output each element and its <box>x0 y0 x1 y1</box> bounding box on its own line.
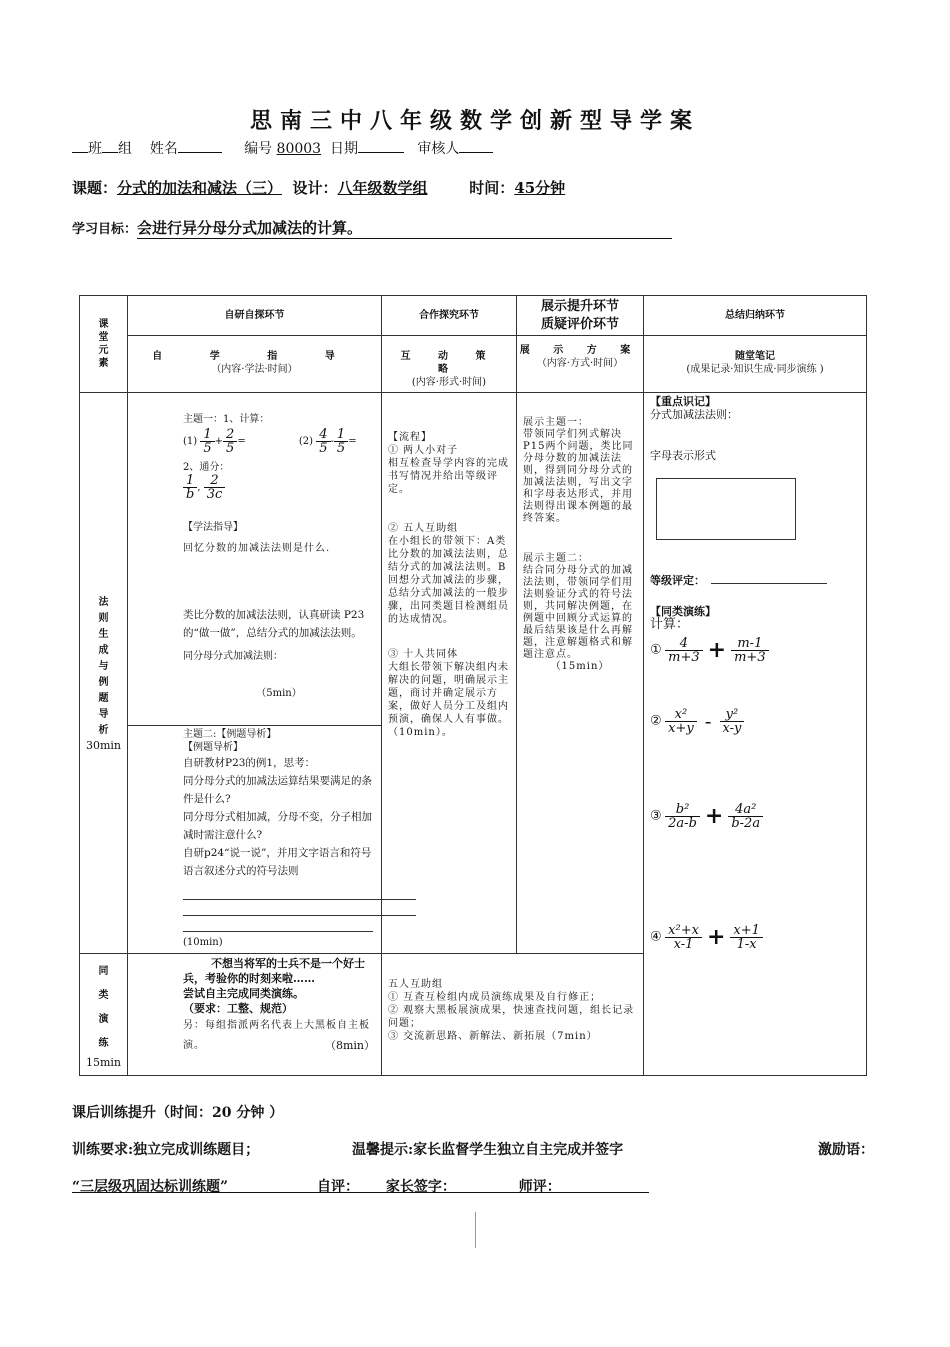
presentation-plan: 展示主题一： 带领同学们列式解决P15两个问题，类比同分母分数的加减法法则，得到同分母分式的加减法法则，写出文字和字母表达形式，并用法则得出课本例题的最终答案。 展示主题二： 结合同分母分式的加减法法则，带领同学们用法则验证分式的符号法则，共同解决例题，在例题中回顾分式运算的最后结果该是什么再解题，注意解题格式和解题注意点。 （15min） <box>517 393 644 954</box>
number-label: 编号 <box>244 141 273 157</box>
name-blank[interactable] <box>178 140 222 153</box>
self-study-practice: 不想当将军的士兵不是一个好士兵，考验你的时刻来啦…… 尝试自主完成同类演练。 （要求：工整、规范） 另：每组指派两名代表上大黑板自主板演。 （8min） <box>128 954 382 1076</box>
footer-eval-line <box>72 1176 649 1193</box>
sub-presentation: 展 示 方 案 （内容·方式·时间） <box>517 336 644 393</box>
footer-req: 训练要求:独立完成训练题目； <box>72 1142 260 1158</box>
date-blank[interactable] <box>358 140 404 153</box>
footer-tip: 温馨提示:家长监督学生独立自主完成并签字 <box>352 1142 624 1158</box>
goal-value: 会进行异分母分式加减法的计算。 <box>137 217 672 239</box>
sub-cooperation: 互 动 策 略 (内容·形式·时间) <box>382 336 517 393</box>
answer-line[interactable] <box>183 916 373 932</box>
class-label: 班 <box>88 141 102 157</box>
date-label: 日期 <box>329 141 358 157</box>
time-label: 时间： <box>469 179 515 197</box>
goal-label: 学习目标： <box>72 222 138 237</box>
three-level-title: “三层级巩固达标训练题” <box>72 1179 229 1195</box>
reviewer-blank[interactable] <box>459 140 493 153</box>
designer-value: 八年级数学组 <box>337 179 428 197</box>
answer-line[interactable] <box>183 900 416 916</box>
reviewer-label: 审核人 <box>417 141 460 157</box>
self-study-topic2: 主题二:【例题导析】 【例题导析】 自研教材P23的例1，思考： 同分母分式的加减法运算结果要满足的条件是什么? 同分母分式相加减，分母不变，分子相加减时需注意什么? 自研p24“说一说”，并用文字语言和符号语言叙述分式的符号法则 (10min) <box>128 726 382 954</box>
time-value: 45分钟 <box>514 179 566 197</box>
row-rule-generation: 法则生成与例题导析 30min <box>80 393 128 954</box>
sub-self-study: 自 学 指 导 （内容·学法·时间） <box>128 336 382 393</box>
notes-cell: 【重点识记】 分式加减法法则： 字母表示形式 等级评定： 【同类演练】 计算： ① $\frac{4}{m+3}$ + $\frac{m-1}{m+3}$ ② $\frac{\text{x²}}{x+y}$ - $\frac{\text{y²}}{x-y}$ ③ $\frac{\text{b²}}{2a-b}$ + $\frac{\text{4a²}}{b-2a}$ ④ $\frac{\text{x²+x}}{x-1}$ + $\frac{x+1}{1-x}$ <box>644 393 867 1076</box>
col-summary: 总结归纳环节 <box>644 296 867 336</box>
col-presentation: 展示提升环节 质疑评价环节 <box>517 296 644 336</box>
col-self-study: 自研自探环节 <box>128 296 382 336</box>
practice-q4: ④ $\frac{\text{x²+x}}{x-1}$ + $\frac{x+1}{1-x}$ <box>650 924 860 951</box>
goal-line <box>72 217 672 239</box>
calc-row: (1) $\frac{1}{5}$ + $\frac{2}{5}$ = (2) $\frac{4}{5}$ - $\frac{1}{5}$ = <box>183 427 357 456</box>
class-blank[interactable] <box>72 140 88 153</box>
parent-sign-label: 家长签字： <box>385 1179 456 1195</box>
group-blank[interactable] <box>102 140 118 153</box>
page-title: 思南三中八年级数学创新型导学案 <box>249 108 700 134</box>
topic-value: 分式的加法和减法（三） <box>117 179 283 197</box>
number-value: 80003 <box>276 141 322 157</box>
element-header: 课堂元素 <box>80 296 128 393</box>
student-info-line <box>72 138 493 158</box>
designer-label: 设计： <box>292 179 338 197</box>
col-cooperation: 合作探究环节 <box>382 296 517 336</box>
answer-line[interactable] <box>183 884 416 900</box>
cooperation-flow: 【流程】 ① 两人小对子 相互检查导学内容的完成书写情况并给出等级评定。 ② 五人互助组 在小组长的带领下：A类比分数的加减法法则，总结分式的加减法法则。B 回想分式加减法的步骤，总结分式加减法的一般步骤，出同类题目检测组员的达成情况。 ③ 十人共同体 大组长带领下解决组内未解决的问题，明确展示主题，商讨并确定展示方案，做好人员分工及组内预演，确保人人有事做。（10min）。 <box>382 393 517 954</box>
self-eval-label: 自评： <box>316 1179 359 1195</box>
sub-summary: 随堂笔记 (成果记录·知识生成·同步演练 ) <box>644 336 867 393</box>
lesson-table <box>79 295 867 1076</box>
lesson-line <box>72 177 565 198</box>
name-label: 姓名 <box>149 141 178 157</box>
practice-q2: ② $\frac{\text{x²}}{x+y}$ - $\frac{\text{y²}}{x-y}$ <box>650 708 860 735</box>
group-label: 组 <box>118 141 132 157</box>
letter-form-box[interactable] <box>656 478 796 540</box>
cooperation-practice: 五人互助组 ① 互查互检组内成员演练成果及自行修正； ② 观察大黑板展演成果，快速查找问题，组长记录问题； ③ 交流新思路、新解法、新拓展（7min） <box>382 954 644 1076</box>
row-practice: 同类演练 15min <box>80 954 128 1076</box>
footer-training: 课后训练提升（时间：20 分钟 ） <box>72 1105 284 1121</box>
practice-q1: ① $\frac{4}{m+3}$ + $\frac{m-1}{m+3}$ <box>650 637 860 664</box>
topic-label: 课题： <box>72 179 118 197</box>
text-cursor <box>475 1212 476 1248</box>
footer-motto: 激励语： <box>818 1142 874 1158</box>
self-study-topic1: 主题一：1、计算： (1) $\frac{1}{5}$ + $\frac{2}{5}$ = (2) $\frac{4}{5}$ - $\frac{1}{5}$ = 2、通分： $\frac{1}{b}$ , $\frac{2}{3c}$ 【学法指导】 回忆分数的加减法法则是什么. 类比分数的加减法法则，认真研读 P23 的“做一做”，总结分式的加减法法则。 同分母分式加减法则： （5min） <box>128 393 382 726</box>
practice-q3: ③ $\frac{\text{b²}}{2a-b}$ + $\frac{\text{4a²}}{b-2a}$ <box>650 803 860 830</box>
teacher-eval-label: 师评： <box>518 1179 561 1195</box>
